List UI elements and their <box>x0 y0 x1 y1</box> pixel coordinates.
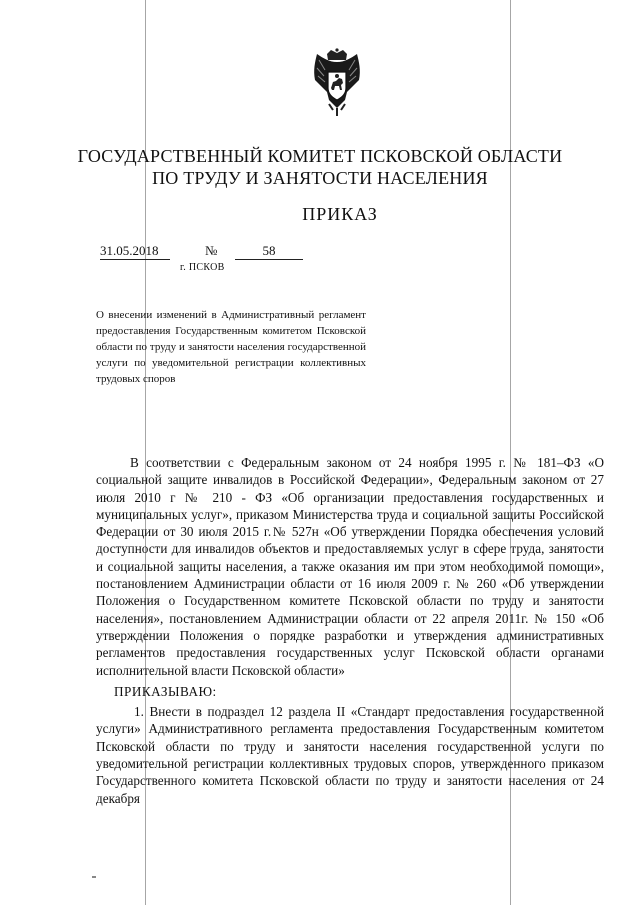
order-preamble: В соответствии с Федеральным законом от 24 ноября 1995 г. № 181–ФЗ «О социальной защите инвалидов в Российской Федерации», Федеральным законом от 27 июля 2010 г № 210 - ФЗ «Об организации предоставления государственных и муниципальных услуг», приказом Министерства труда и социальной защиты Российской Федерации от 30 июля 2015 г.№ 527н «Об утверждении Порядка обеспечения условий доступности для инвалидов объектов и предоставляемых услуг в сфере труда, занятости и социальной защиты населения, а также оказания им при этом необходимой помощи», постановлением Администрации области от 16 июля 2009 г. № 260 «Об утверждении Положения о Государственном комитете Псковской области по труду и занятости населения», постановлением Администрации области от 22 апреля 2011г. № 150 «Об утверждении Положения о порядке разработки и утверждения административных регламентов предоставления государственных услуг Псковской области органами исполнительной власти Псковской области» <box>96 455 604 678</box>
scan-dust-mark <box>92 876 96 878</box>
order-number-label: № <box>205 243 218 258</box>
document-type-title: ПРИКАЗ <box>302 204 378 224</box>
order-city: г. ПСКОВ <box>180 262 225 273</box>
order-subject: О внесении изменений в Административный регламент предоставления Государственным комитетом Псковской области по труду и занятости населения государственной услуги по уведомительной регистрации коллективных трудовых споров <box>96 309 366 385</box>
order-item-1: 1. Внести в подраздел 12 раздела II «Стандарт предоставления государственной услуги» Административного регламента предоставления Государственным комитетом Псковской области по труду и занятости населения государственной услуги по уведомительной регистрации коллективных трудовых споров, утвержденного приказом Государственного комитета Псковской области по труду и занятости населения от 24 декабря <box>96 704 604 806</box>
order-date: 31.05.2018 <box>100 243 170 260</box>
organization-name-line2: ПО ТРУДУ И ЗАНЯТОСТИ НАСЕЛЕНИЯ <box>152 168 488 188</box>
organization-name-line1: ГОСУДАРСТВЕННЫЙ КОМИТЕТ ПСКОВСКОЙ ОБЛАСТИ <box>77 146 563 166</box>
order-number: 58 <box>235 243 303 260</box>
order-directive-word: ПРИКАЗЫВАЮ: <box>114 683 217 699</box>
order-body <box>96 454 604 807</box>
coat-of-arms-icon <box>309 48 365 118</box>
